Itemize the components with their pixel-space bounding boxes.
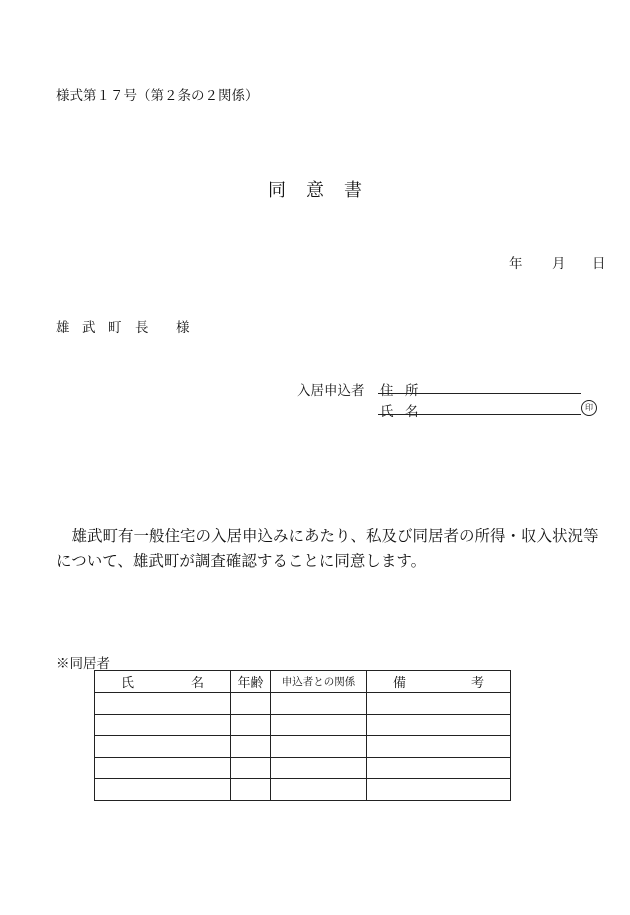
remarks-cell[interactable] xyxy=(367,714,511,736)
address-field[interactable] xyxy=(378,393,581,394)
title-char: 書 xyxy=(344,180,362,201)
name-label-char: 名 xyxy=(405,404,419,420)
relation-cell[interactable] xyxy=(271,693,367,715)
relation-cell[interactable] xyxy=(271,714,367,736)
remarks-cell[interactable] xyxy=(367,757,511,779)
relation-cell[interactable] xyxy=(271,779,367,801)
date-day-label: 日 xyxy=(592,256,606,272)
relation-cell[interactable] xyxy=(271,757,367,779)
table-row xyxy=(95,736,511,758)
table-row xyxy=(95,714,511,736)
header-relation: 申込者との関係 xyxy=(271,671,367,693)
addressee-honorific: 様 xyxy=(176,320,190,336)
age-cell[interactable] xyxy=(231,714,271,736)
addressee-char: 町 xyxy=(108,320,122,336)
form-number: 様式第１７号（第２条の２関係） xyxy=(56,88,259,104)
name-cell[interactable] xyxy=(95,757,231,779)
age-cell[interactable] xyxy=(231,736,271,758)
date-month-label: 月 xyxy=(552,256,566,272)
name-label-char: 氏 xyxy=(380,404,394,420)
relation-cell[interactable] xyxy=(271,736,367,758)
age-cell[interactable] xyxy=(231,779,271,801)
remarks-cell[interactable] xyxy=(367,693,511,715)
name-cell[interactable] xyxy=(95,736,231,758)
seal-icon: 印 xyxy=(581,400,597,416)
consent-line: について、雄武町が調査確認することに同意します。 xyxy=(56,552,427,570)
addressee-char: 雄 xyxy=(56,320,70,336)
remarks-cell[interactable] xyxy=(367,736,511,758)
addressee-char: 武 xyxy=(82,320,96,336)
cohabitants-label: ※同居者 xyxy=(56,656,110,672)
address-label-char: 住 xyxy=(380,383,394,399)
name-cell[interactable] xyxy=(95,779,231,801)
cohabitants-table xyxy=(94,670,511,801)
name-cell[interactable] xyxy=(95,693,231,715)
header-age: 年齢 xyxy=(231,671,271,693)
header-remarks: 備 考 xyxy=(367,671,511,693)
name-field[interactable] xyxy=(378,414,581,415)
remarks-cell[interactable] xyxy=(367,779,511,801)
consent-line: 雄武町有一般住宅の入居申込みにあたり、私及び同居者の所得・収入状況等 xyxy=(56,527,599,545)
applicant-label: 入居申込者 xyxy=(297,383,365,399)
title-char: 意 xyxy=(306,180,324,201)
table-row xyxy=(95,757,511,779)
name-cell[interactable] xyxy=(95,714,231,736)
table-row xyxy=(95,779,511,801)
title-char: 同 xyxy=(268,180,286,201)
header-name: 氏 名 xyxy=(95,671,231,693)
addressee-char: 長 xyxy=(135,320,149,336)
table-header-row xyxy=(95,671,511,693)
address-label-char: 所 xyxy=(405,383,419,399)
date-year-label: 年 xyxy=(509,256,523,272)
age-cell[interactable] xyxy=(231,757,271,779)
age-cell[interactable] xyxy=(231,693,271,715)
consent-statement xyxy=(56,524,616,574)
document-title xyxy=(0,176,630,202)
table-row xyxy=(95,693,511,715)
